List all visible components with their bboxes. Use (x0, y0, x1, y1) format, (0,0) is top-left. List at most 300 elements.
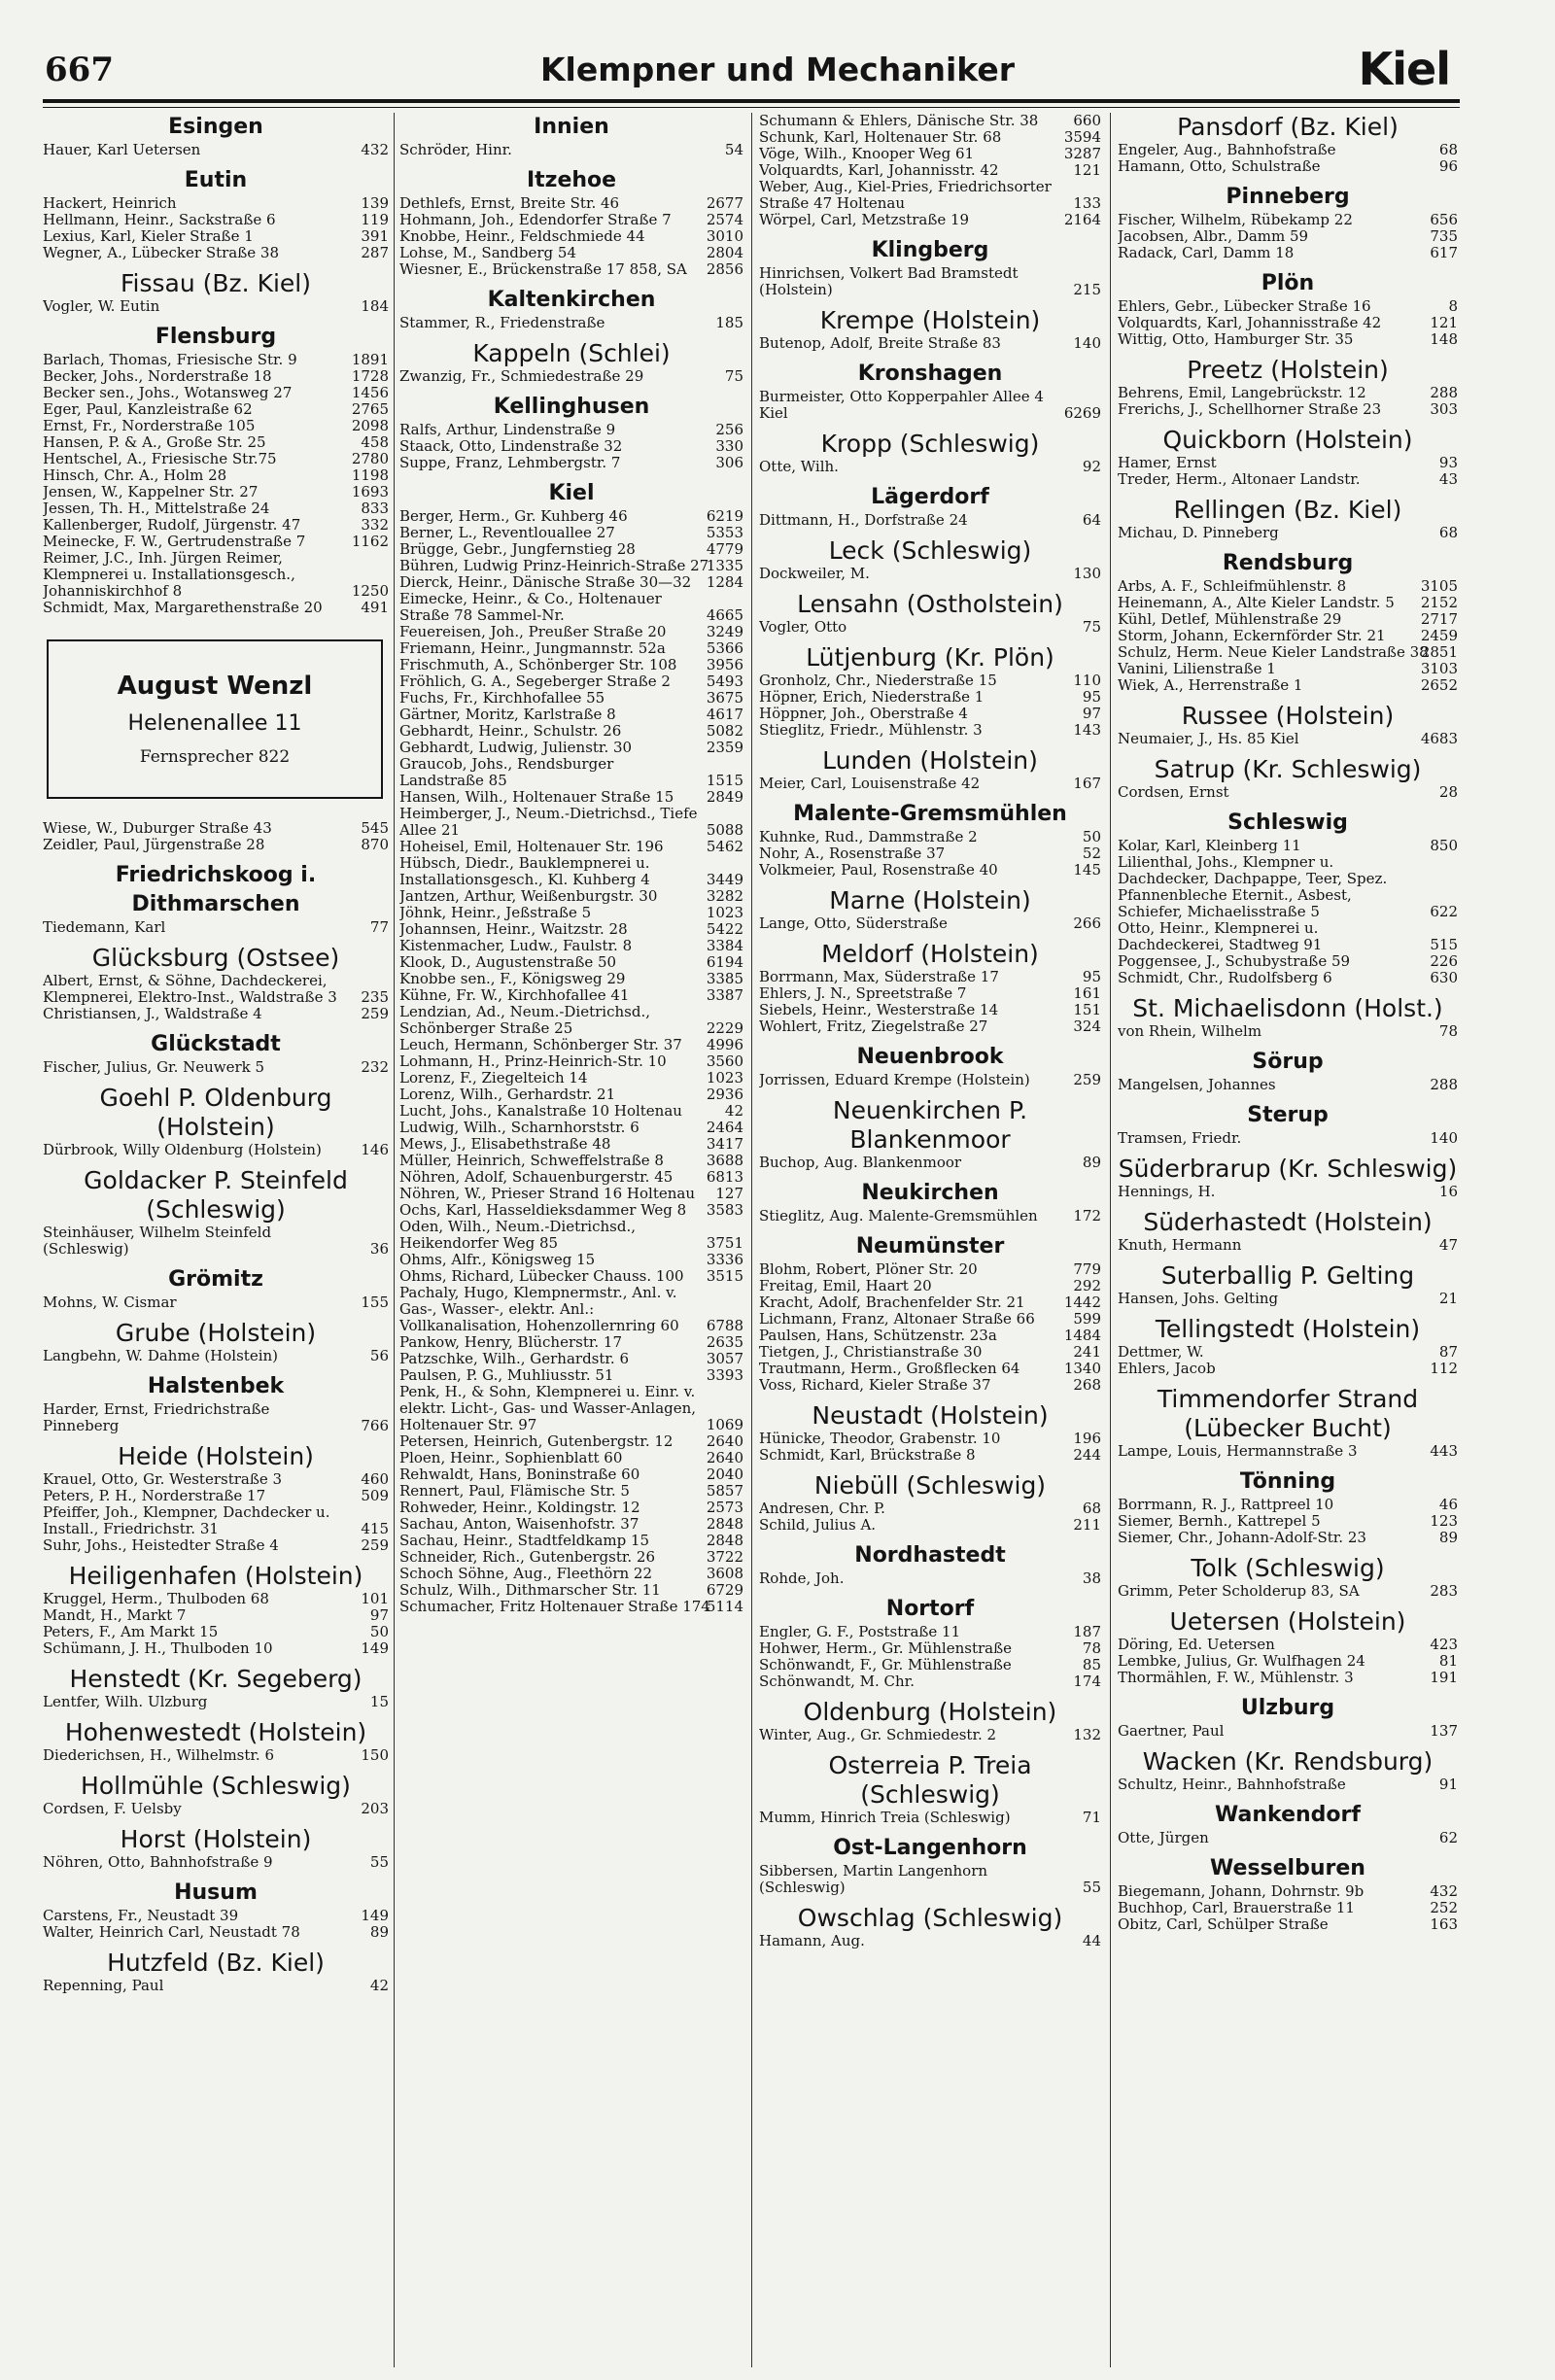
directory-entry (1118, 245, 1458, 261)
entry-phone: 2359 (706, 740, 743, 756)
place-section (1118, 356, 1458, 418)
entry-phone: 287 (361, 245, 389, 261)
entry-phone: 288 (1430, 385, 1458, 401)
entry-phone: 47 (1438, 1237, 1458, 1254)
entry-phone: 130 (1073, 566, 1101, 582)
entry-phone: 3103 (1420, 661, 1458, 677)
entry-phone: 3385 (706, 971, 743, 987)
entry-name: Knobbe, Heinr., Feldschmiede 44 (399, 228, 645, 245)
entry-name: Wörpel, Carl, Metzstraße 19 (759, 212, 970, 228)
place-section (43, 1718, 389, 1764)
place-heading: Ulzburg (1240, 1696, 1335, 1720)
entry-phone: 92 (1082, 459, 1101, 475)
entry-name: Schunk, Karl, Holtenauer Str. 68 (759, 129, 1002, 146)
directory-entry (759, 212, 1101, 228)
place-section (1118, 1694, 1458, 1740)
place-section (43, 1442, 389, 1554)
entry-name: Schumacher, Fritz Holtenauer Straße 174 (399, 1599, 710, 1615)
directory-entry (1118, 1237, 1458, 1254)
entry-phone: 2152 (1420, 595, 1458, 611)
entry-phone: 509 (361, 1488, 389, 1504)
entry-name: Treder, Herm., Altonaer Landstr. (1118, 471, 1361, 488)
entry-phone: 1250 (351, 582, 389, 600)
entry-phone: 460 (361, 1471, 389, 1488)
directory-entry (759, 1344, 1101, 1361)
entry-phone: 89 (1082, 1155, 1101, 1171)
entry-phone: 140 (1073, 335, 1101, 352)
place-section (1118, 1747, 1458, 1793)
directory-entry (399, 245, 743, 261)
place-section (759, 1595, 1101, 1690)
entry-name: Butenop, Adolf, Breite Straße 83 (759, 335, 1001, 352)
place-heading: Neustadt (Holstein) (812, 1401, 1049, 1430)
entry-phone: 81 (1438, 1653, 1458, 1670)
entry-name: Ploen, Heinr., Sophienblatt 60 (399, 1450, 623, 1466)
directory-entry (43, 1537, 389, 1554)
ad-address: Helenenallee 11 (127, 711, 302, 736)
directory-entry (1118, 677, 1458, 694)
directory-entry (1118, 1513, 1458, 1530)
place-heading: Esingen (168, 115, 263, 139)
place-heading: Neukirchen (861, 1181, 999, 1205)
entry-name: Hamer, Ernst (1118, 455, 1217, 471)
directory-entry (1118, 953, 1458, 970)
place-section (43, 1949, 389, 1994)
entry-name: Penk, H., & Sohn, Klempnerei u. Einr. v. elektr. Licht-, Gas- und Wasser-Anlagen, Holtenauer Str. 97 (399, 1384, 697, 1433)
entry-name: Cordsen, F. Uelsby (43, 1801, 182, 1817)
place-heading: Kiel (548, 481, 595, 505)
directory-entry (1118, 385, 1458, 401)
place-section (759, 940, 1101, 1035)
directory-entry (1118, 661, 1458, 677)
entry-phone: 95 (1082, 689, 1101, 706)
entry-phone: 174 (1073, 1673, 1101, 1690)
entry-phone: 75 (724, 368, 743, 385)
entry-name: Walter, Heinrich Carl, Neustadt 78 (43, 1924, 300, 1941)
place-section (759, 800, 1101, 879)
directory-entry (399, 921, 743, 938)
directory-entry (43, 1978, 389, 1994)
entry-phone: 617 (1430, 245, 1458, 261)
entry-phone: 78 (1438, 1023, 1458, 1040)
directory-entry (759, 389, 1101, 422)
directory-entry (399, 1268, 743, 1285)
directory-entry (759, 1294, 1101, 1311)
directory-entry (759, 1328, 1101, 1344)
directory-entry (399, 228, 743, 245)
directory-entry (399, 938, 743, 954)
place-heading: Rendsburg (1222, 551, 1354, 575)
entry-phone: 2780 (351, 451, 389, 467)
directory-entry (759, 1570, 1101, 1587)
entry-name: Kuhnke, Rud., Dammstraße 2 (759, 829, 978, 845)
place-section (759, 430, 1101, 475)
directory-entry (43, 434, 389, 451)
place-heading: Tolk (Schleswig) (1191, 1554, 1385, 1582)
entry-name: Stieglitz, Aug. Malente-Gremsmühlen (759, 1208, 1038, 1224)
entry-phone: 2848 (706, 1533, 743, 1549)
entry-phone: 97 (369, 1607, 389, 1624)
directory-entry (399, 1466, 743, 1483)
directory-entry (399, 1219, 743, 1252)
directory-entry (1118, 1830, 1458, 1846)
directory-entry (759, 1018, 1101, 1035)
entry-phone: 132 (1073, 1727, 1101, 1743)
directory-entry (43, 1591, 389, 1607)
entry-name: Harder, Ernst, Friedrichstraße Pinneberg (43, 1401, 270, 1434)
entry-name: Voss, Richard, Kieler Straße 37 (759, 1377, 991, 1394)
directory-entry (399, 591, 743, 624)
directory-entry (399, 195, 743, 212)
directory-entry (1118, 331, 1458, 348)
entry-phone: 833 (361, 500, 389, 517)
entry-name: Lohse, M., Sandberg 54 (399, 245, 577, 261)
entry-phone: 423 (1430, 1637, 1458, 1653)
directory-entry (43, 1348, 389, 1364)
entry-name: Burmeister, Otto Kopperpahler Allee 4 Kiel (759, 389, 1044, 422)
entry-phone: 3282 (706, 888, 743, 905)
directory-entry (1118, 212, 1458, 228)
directory-entry (759, 985, 1101, 1002)
entry-phone: 870 (361, 837, 389, 853)
entry-name: Zwanzig, Fr., Schmiedestraße 29 (399, 368, 644, 385)
entry-name: Hackert, Heinrich (43, 195, 177, 212)
entry-name: von Rhein, Wilhelm (1118, 1023, 1262, 1040)
entry-phone: 2459 (1420, 628, 1458, 644)
entry-phone: 3249 (706, 624, 743, 640)
place-section (43, 269, 389, 315)
entry-name: Kolar, Karl, Kleinberg 11 (1118, 838, 1301, 854)
entry-phone: 2849 (706, 789, 743, 806)
entry-name: Mumm, Hinrich Treia (Schleswig) (759, 1810, 1011, 1826)
directory-entry (43, 352, 389, 368)
entry-name: Hohmann, Joh., Edendorfer Straße 7 (399, 212, 672, 228)
entry-name: Wiek, A., Herrenstraße 1 (1118, 677, 1303, 694)
entry-phone: 3287 (1063, 146, 1101, 162)
directory-entry (43, 212, 389, 228)
entry-phone: 458 (361, 434, 389, 451)
entry-phone: 226 (1430, 953, 1458, 970)
entry-phone: 127 (715, 1186, 743, 1202)
directory-entry (1118, 970, 1458, 986)
place-section (43, 166, 389, 261)
directory-entry (1118, 158, 1458, 175)
entry-phone: 766 (361, 1417, 389, 1434)
entry-phone: 3560 (706, 1053, 743, 1070)
entry-phone: 2229 (706, 1019, 743, 1037)
entry-name: Volquardts, Karl, Johannisstraße 42 (1118, 315, 1382, 331)
entry-phone: 44 (1082, 1933, 1101, 1949)
directory-entry (399, 1153, 743, 1169)
entry-name: Kracht, Adolf, Brachenfelder Str. 21 (759, 1294, 1025, 1311)
entry-phone: 1023 (706, 905, 743, 921)
entry-phone: 5422 (706, 921, 743, 938)
entry-phone: 36 (369, 1240, 389, 1258)
entry-phone: 89 (1438, 1530, 1458, 1546)
place-heading: Leck (Schleswig) (828, 536, 1032, 565)
place-section (1118, 1048, 1458, 1093)
place-section (759, 746, 1101, 792)
entry-phone: 256 (715, 422, 743, 438)
entry-name: Ehlers, J. N., Spreetstraße 7 (759, 985, 967, 1002)
place-section (1118, 1607, 1458, 1686)
directory-entry (43, 919, 389, 936)
entry-name: Arbs, A. F., Schleifmühlenstr. 8 (1118, 578, 1347, 595)
directory-entry (1118, 1023, 1458, 1040)
directory-entry (399, 1384, 743, 1433)
place-heading: Husum (174, 1880, 258, 1905)
directory-entry (759, 1447, 1101, 1464)
entry-name: Poggensee, J., Schubystraße 59 (1118, 953, 1351, 970)
entry-phone: 50 (1082, 829, 1101, 845)
entry-name: Eger, Paul, Kanzleistraße 62 (43, 401, 253, 418)
column-divider (394, 113, 395, 2367)
place-section (1118, 755, 1458, 801)
entry-name: Biegemann, Johann, Dohrnstr. 9b (1118, 1883, 1365, 1900)
entry-name: Becker sen., Johs., Wotansweg 27 (43, 385, 293, 401)
directory-entry (759, 1155, 1101, 1171)
directory-entry (1118, 611, 1458, 628)
entry-phone: 55 (1082, 1879, 1101, 1896)
entry-phone: 121 (1073, 162, 1101, 179)
directory-entry (399, 1070, 743, 1087)
entry-name: Gärtner, Moritz, Karlstraße 8 (399, 707, 616, 723)
entry-phone: 2640 (706, 1433, 743, 1450)
entry-phone: 62 (1438, 1830, 1458, 1846)
place-section (759, 360, 1101, 422)
entry-name: Barlach, Thomas, Friesische Str. 9 (43, 352, 297, 368)
directory-entry (1118, 644, 1458, 661)
entry-name: Albert, Ernst, & Söhne, Dachdeckerei, Klempnerei, Elektro-Inst., Waldstraße 3 (43, 973, 337, 1006)
entry-phone: 259 (361, 1537, 389, 1554)
entry-name: Suppe, Franz, Lehmbergstr. 7 (399, 455, 621, 471)
directory-entry (1118, 731, 1458, 747)
place-heading: Ost-Langenhorn (833, 1836, 1027, 1860)
place-heading: Kropp (Schleswig) (820, 430, 1040, 458)
entry-name: Gronholz, Chr., Niederstraße 15 (759, 673, 997, 689)
directory-entry (759, 1278, 1101, 1294)
entry-name: Reimer, J.C., Inh. Jürgen Reimer, Klempnerei u. Installationsgesch., Johanniskirchhof 8 (43, 550, 295, 600)
entry-name: Buchhop, Carl, Brauerstraße 11 (1118, 1900, 1355, 1916)
entry-phone: 4665 (706, 606, 743, 624)
entry-name: Jessen, Th. H., Mittelstraße 24 (43, 500, 270, 517)
entry-phone: 252 (1430, 1900, 1458, 1916)
directory-entry (1118, 1077, 1458, 1093)
directory-entry (759, 113, 1101, 129)
entry-phone: 324 (1073, 1018, 1101, 1035)
directory-entry (759, 845, 1101, 862)
place-section (759, 1043, 1101, 1088)
place-section (1118, 496, 1458, 541)
place-heading: Süderhastedt (Holstein) (1143, 1208, 1433, 1236)
entry-name: Behrens, Emil, Langebrückstr. 12 (1118, 385, 1366, 401)
directory-entry (1118, 455, 1458, 471)
directory-entry (43, 1224, 389, 1258)
directory-entry (43, 1694, 389, 1710)
entry-name: Lexius, Karl, Kieler Straße 1 (43, 228, 254, 245)
entry-phone: 21 (1438, 1291, 1458, 1307)
place-heading: Kappeln (Schlei) (472, 339, 671, 367)
place-section (43, 1319, 389, 1364)
entry-name: Eimecke, Heinr., & Co., Holtenauer Straße 78 Sammel-Nr. (399, 591, 662, 624)
place-section (759, 536, 1101, 582)
directory-entry (1118, 1130, 1458, 1147)
entry-phone: 3583 (706, 1202, 743, 1219)
directory-entry (399, 1516, 743, 1533)
directory-entry (759, 512, 1101, 529)
place-heading: Tönning (1239, 1469, 1336, 1494)
directory-entry (399, 624, 743, 640)
directory-entry (399, 422, 743, 438)
entry-name: Jacobsen, Albr., Damm 59 (1118, 228, 1309, 245)
entry-phone: 91 (1438, 1776, 1458, 1793)
directory-entry (1118, 401, 1458, 418)
directory-entry (399, 740, 743, 756)
entry-phone: 3336 (706, 1252, 743, 1268)
entry-name: Schmidt, Karl, Brückstraße 8 (759, 1447, 976, 1464)
entry-name: Ochs, Karl, Hasseldieksdammer Weg 8 (399, 1202, 687, 1219)
entry-name: Diederichsen, H., Wilhelmstr. 6 (43, 1747, 275, 1764)
entry-phone: 330 (715, 438, 743, 455)
entry-name: Lohmann, H., Prinz-Heinrich-Str. 10 (399, 1053, 667, 1070)
entry-phone: 137 (1430, 1723, 1458, 1740)
directory-entry (43, 467, 389, 484)
place-section (43, 1665, 389, 1710)
entry-phone: 288 (1430, 1077, 1458, 1093)
entry-name: Cordsen, Ernst (1118, 784, 1229, 801)
directory-entry (43, 1801, 389, 1817)
entry-name: Hünicke, Theodor, Grabenstr. 10 (759, 1431, 1001, 1447)
place-section (759, 1179, 1101, 1224)
place-heading: Grömitz (168, 1267, 263, 1292)
directory-entry (43, 1401, 389, 1434)
entry-phone: 6788 (706, 1317, 743, 1334)
entry-name: Weber, Aug., Kiel-Pries, Friedrichsorter Straße 47 Holtenau (759, 179, 1052, 212)
entry-phone: 96 (1438, 158, 1458, 175)
entry-phone: 5462 (706, 839, 743, 855)
entry-name: Wiese, W., Duburger Straße 43 (43, 820, 272, 837)
directory-entry (399, 1037, 743, 1053)
directory-entry (399, 839, 743, 855)
place-section (759, 1401, 1101, 1464)
entry-phone: 232 (361, 1059, 389, 1076)
entry-name: Fischer, Julius, Gr. Neuwerk 5 (43, 1059, 265, 1076)
directory-entry (399, 1582, 743, 1599)
entry-phone: 68 (1438, 525, 1458, 541)
directory-entry (43, 534, 389, 550)
entry-phone: 16 (1438, 1184, 1458, 1200)
entry-phone: 5366 (706, 640, 743, 657)
directory-entry (399, 1202, 743, 1219)
entry-name: Schoch Söhne, Aug., Fleethörn 22 (399, 1566, 653, 1582)
entry-phone: 151 (1073, 1002, 1101, 1018)
entry-phone: 43 (1438, 471, 1458, 488)
entry-name: Dettmer, W. (1118, 1344, 1204, 1361)
directory-entry (399, 1351, 743, 1367)
entry-name: Hoheisel, Emil, Holtenauer Str. 196 (399, 839, 664, 855)
directory-entry (399, 508, 743, 525)
entry-name: Trautmann, Herm., Großflecken 64 (759, 1361, 1020, 1377)
place-section (1118, 426, 1458, 488)
place-heading: Glückstadt (151, 1032, 281, 1056)
entry-name: Meinecke, F. W., Gertrudenstraße 7 (43, 534, 306, 550)
entry-phone: 28 (1438, 784, 1458, 801)
entry-name: Mangelsen, Johannes (1118, 1077, 1276, 1093)
place-section (399, 393, 743, 471)
directory-entry (759, 1311, 1101, 1328)
entry-phone: 432 (1430, 1883, 1458, 1900)
entry-name: Jöhnk, Heinr., Jeßstraße 5 (399, 905, 592, 921)
entry-name: Wohlert, Fritz, Ziegelstraße 27 (759, 1018, 988, 1035)
directory-entry (43, 600, 389, 616)
column-2 (399, 113, 743, 2367)
directory-entry (399, 1120, 743, 1136)
entry-phone: 112 (1430, 1361, 1458, 1377)
place-section (759, 1698, 1101, 1743)
directory-entry (43, 195, 389, 212)
entry-phone: 54 (724, 142, 743, 158)
place-heading: Tellingstedt (Holstein) (1155, 1315, 1421, 1343)
header-rule-thin (43, 107, 1460, 108)
directory-entry (759, 1517, 1101, 1534)
entry-name: Jorrissen, Eduard Krempe (Holstein) (759, 1072, 1030, 1088)
entry-phone: 1891 (351, 352, 389, 368)
directory-entry (759, 1863, 1101, 1896)
entry-name: Feuereisen, Joh., Preußer Straße 20 (399, 624, 667, 640)
entry-phone: 149 (361, 1908, 389, 1924)
directory-entry (759, 1673, 1101, 1690)
entry-name: Stammer, R., Friedenstraße (399, 315, 605, 331)
entry-phone: 443 (1430, 1443, 1458, 1460)
directory-entry (43, 245, 389, 261)
directory-entry (399, 888, 743, 905)
place-heading: Rellingen (Bz. Kiel) (1173, 496, 1402, 524)
place-section (1118, 1854, 1458, 1933)
directory-entry (399, 1433, 743, 1450)
place-heading: Innien (534, 115, 609, 139)
directory-entry (1118, 298, 1458, 315)
place-section (1118, 809, 1458, 986)
place-section (43, 323, 389, 616)
entry-phone: 2765 (351, 401, 389, 418)
entry-phone: 5088 (706, 821, 743, 839)
entry-name: Mews, J., Elisabethstraße 48 (399, 1136, 611, 1153)
directory-entry (399, 1549, 743, 1566)
entry-name: Otte, Wilh. (759, 459, 839, 475)
entry-phone: 2652 (1420, 677, 1458, 694)
entry-name: Höppner, Joh., Oberstraße 4 (759, 706, 968, 722)
directory-entry (759, 1624, 1101, 1640)
ad-company-name: August Wenzl (117, 672, 313, 701)
directory-entry (399, 855, 743, 888)
entry-phone: 78 (1082, 1640, 1101, 1657)
directory-entry (399, 1483, 743, 1500)
directory-entry (759, 1657, 1101, 1673)
entry-phone: 52 (1082, 845, 1101, 862)
entry-name: Lorenz, Wilh., Gerhardstr. 21 (399, 1087, 616, 1103)
directory-entry (399, 987, 743, 1004)
entry-phone: 68 (1438, 142, 1458, 158)
entry-name: Ralfs, Arthur, Lindenstraße 9 (399, 422, 616, 438)
place-heading: Lägerdorf (871, 485, 989, 509)
entry-phone: 3387 (706, 987, 743, 1004)
entry-name: Grimm, Peter Scholderup 83, SA (1118, 1583, 1360, 1600)
directory-entry (759, 566, 1101, 582)
entry-phone: 2848 (706, 1516, 743, 1533)
directory-entry (399, 455, 743, 471)
entry-phone: 139 (361, 195, 389, 212)
entry-name: Pachaly, Hugo, Klempnermstr., Anl. v. Gas-, Wasser-, elektr. Anl.: Vollkanalisation, Hohenzollernring 60 (399, 1285, 679, 1334)
